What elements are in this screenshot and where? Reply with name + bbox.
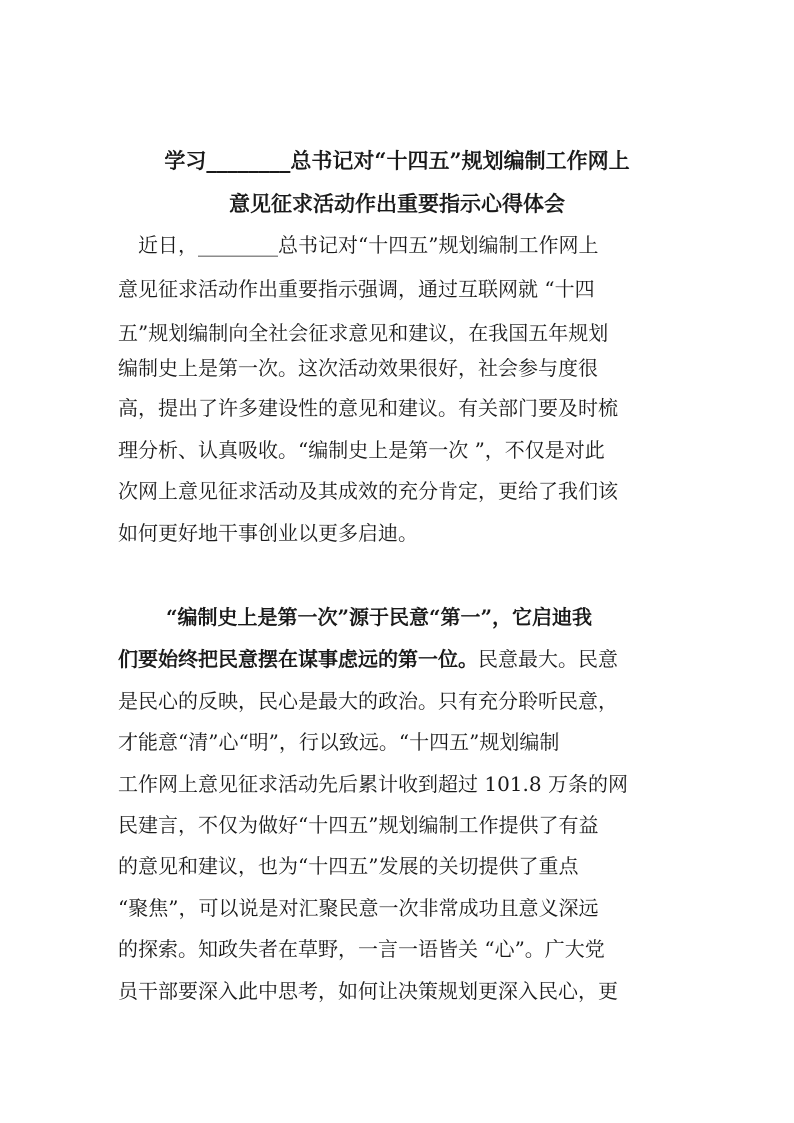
paragraph-1-line: 高，提出了许多建设性的意见和建议。有关部门要及时梳 (118, 396, 618, 420)
paragraph-1-line: 如何更好地干事创业以更多启迪。 (118, 521, 418, 545)
paragraph-2-line: 的意见和建议，也为“十四五”发展的关切提供了重点 (118, 854, 579, 878)
paragraph-2-line: 工作网上意见征求活动先后累计收到超过 101.8 万条的网 (118, 772, 628, 796)
paragraph-2-line: “聚焦”，可以说是对汇聚民意一次非常成功且意义深远 (118, 896, 599, 920)
body-text: 民意最大。民意 (478, 647, 618, 671)
paragraph-2-line: 才能意“清”心“明”，行以致远。“十四五”规划编制 (118, 730, 560, 754)
paragraph-2-line: 员干部要深入此中思考，如何让决策规划更深入民心，更 (118, 979, 618, 1003)
paragraph-1-line: 次网上意见征求活动及其成效的充分肯定，更给了我们该 (118, 479, 618, 503)
paragraph-1-line: 编制史上是第一次。这次活动效果很好，社会参与度很 (118, 356, 598, 380)
paragraph-1-line: 近日，________总书记对“十四五”规划编制工作网上 (138, 233, 599, 257)
paragraph-1-line: 意见征求活动作出重要指示强调，通过互联网就 “十四 (118, 277, 595, 301)
paragraph-2-line: 是民心的反映，民心是最大的政治。只有充分聆听民意， (118, 689, 618, 713)
emphasis-text: “编制史上是第一次”源于民意“第一”，它启迪我 (166, 605, 593, 629)
document-title-line-2: 意见征求活动作出重要指示心得体会 (229, 191, 565, 216)
paragraph-2-line: 民建言，不仅为做好“十四五”规划编制工作提供了有益 (118, 813, 599, 837)
document-title-line-1: 学习________总书记对“十四五”规划编制工作网上 (164, 148, 630, 173)
emphasis-text: 们要始终把民意摆在谋事虑远的第一位。 (118, 647, 478, 671)
paragraph-1-line: 理分析、认真吸收。“编制史上是第一次 ”，不仅是对此 (118, 438, 605, 462)
paragraph-2-line: 的探索。知政失者在草野，一言一语皆关 “心”。广大党 (118, 937, 605, 961)
paragraph-2-line-2 (118, 639, 618, 679)
paragraph-2-line-1 (166, 597, 592, 637)
paragraph-1-line: 五”规划编制向全社会征求意见和建议，在我国五年规划 (118, 321, 609, 345)
